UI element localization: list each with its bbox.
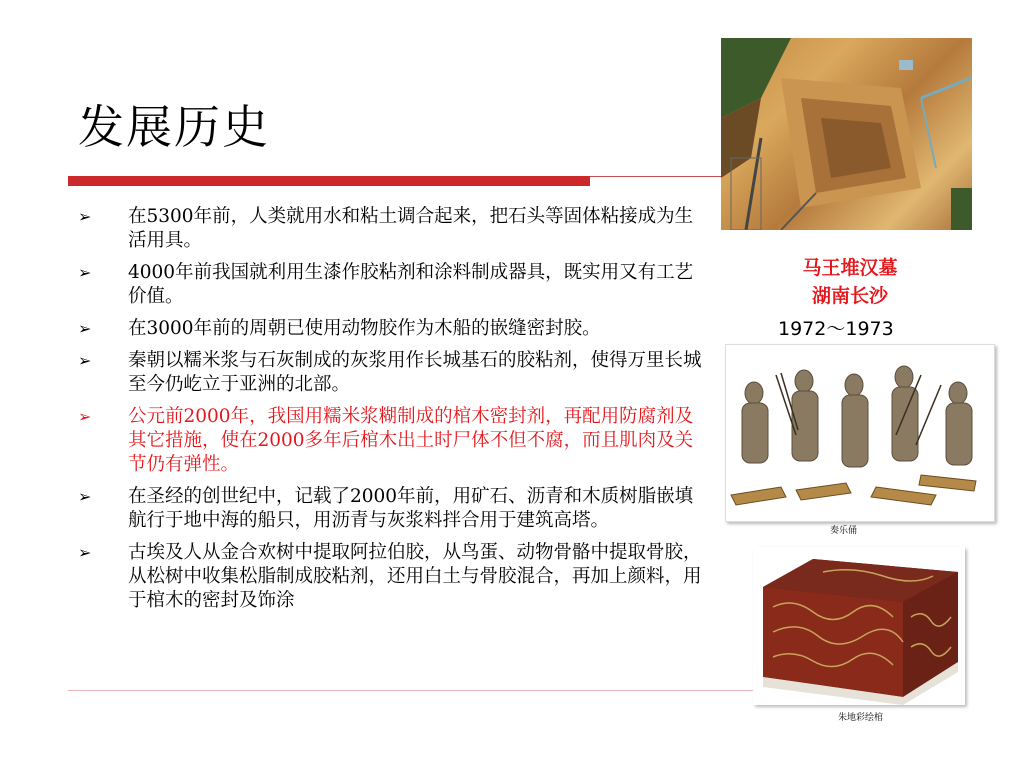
- bottom-rule: [68, 690, 753, 691]
- arrow-bullet-icon: ➢: [78, 407, 92, 426]
- arrow-bullet-icon: ➢: [78, 487, 92, 506]
- title-rule-extension: [590, 176, 725, 177]
- bullet-text: 在3000年前的周朝已使用动物胶作为木船的嵌缝密封胶。: [128, 318, 601, 339]
- bullet-text: 在圣经的创世纪中，记载了2000年前，用矿石、沥青和木质树脂嵌填航行于地中海的船只，用沥青与灰浆料拌合用于建筑高塔。: [128, 486, 694, 531]
- painted-coffin-photo: [753, 547, 965, 705]
- bullet-item-highlight: [78, 405, 708, 477]
- coffin-caption: 朱地彩绘棺: [838, 713, 884, 723]
- tomb-excavation-photo: [721, 38, 972, 230]
- arrow-bullet-icon: ➢: [78, 263, 92, 282]
- arrow-bullet-icon: ➢: [78, 207, 92, 226]
- bullet-text: 秦朝以糯米浆与石灰制成的灰浆用作长城基石的胶粘剂，使得万里长城至今仍屹立于亚洲的北部。: [128, 350, 702, 395]
- bullet-text: 公元前2000年，我国用糯米浆糊制成的棺木密封剂，再配用防腐剂及其它措施，使在2000多年后棺木出土时尸体不但不腐，而且肌肉及关节仍有弹性。: [128, 406, 694, 475]
- arrow-bullet-icon: ➢: [78, 319, 92, 338]
- bullet-item: [78, 261, 708, 309]
- slide-title: 发展历史: [78, 100, 270, 154]
- bullet-item: [78, 349, 708, 397]
- musician-figurines-photo: [725, 344, 995, 522]
- arrow-bullet-icon: ➢: [78, 351, 92, 370]
- figurines-caption: 奏乐俑: [830, 526, 858, 536]
- bullet-item: [78, 317, 708, 341]
- bullet-item: [78, 205, 708, 253]
- site-location-caption: 湖南长沙: [811, 285, 888, 307]
- bullet-list: [78, 205, 708, 621]
- title-rule: [68, 176, 590, 186]
- excavation-years-caption: 1972～1973: [778, 318, 894, 340]
- bullet-text: 古埃及人从金合欢树中提取阿拉伯胶，从鸟蛋、动物骨骼中提取骨胶，从松树中收集松脂制成胶粘剂，还用白土与骨胶混合，再加上颜料，用于棺木的密封及饰涂: [128, 542, 702, 611]
- arrow-bullet-icon: ➢: [78, 543, 92, 562]
- bullet-item: [78, 541, 708, 613]
- bullet-item: [78, 485, 708, 533]
- bullet-text: 在5300年前，人类就用水和粘土调合起来，把石头等固体粘接成为生活用具。: [128, 206, 694, 251]
- bullet-text: 4000年前我国就利用生漆作胶粘剂和涂料制成器具，既实用又有工艺价值。: [128, 262, 694, 307]
- site-name-caption: 马王堆汉墓: [802, 257, 898, 279]
